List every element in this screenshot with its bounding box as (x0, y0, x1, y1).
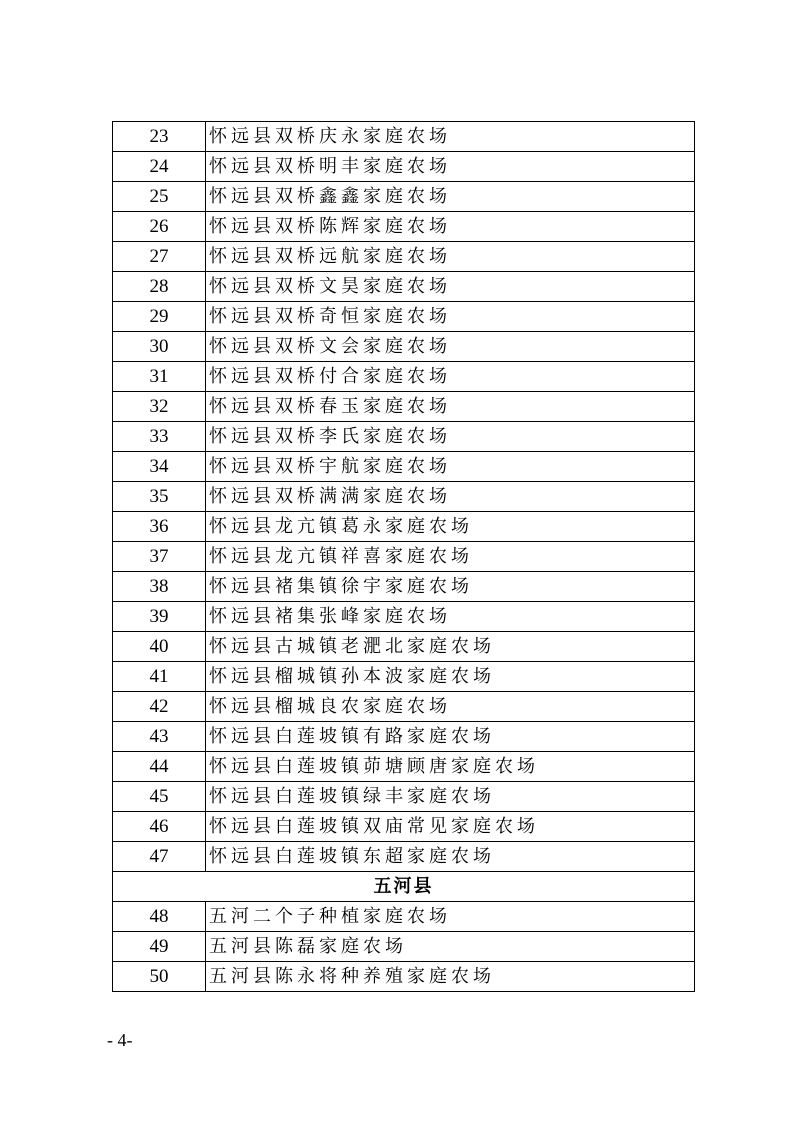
section-header-wuhe: 五河县 (113, 872, 695, 902)
farm-name: 怀远县榴城良农家庭农场 (206, 692, 695, 722)
table-row (113, 692, 695, 722)
farm-name: 怀远县双桥远航家庭农场 (206, 242, 695, 272)
table-row (113, 542, 695, 572)
farm-name: 怀远县白莲坡镇东超家庭农场 (206, 842, 695, 872)
farm-name: 怀远县褚集镇徐宇家庭农场 (206, 572, 695, 602)
table-row (113, 182, 695, 212)
row-number: 33 (113, 422, 206, 452)
row-number: 45 (113, 782, 206, 812)
table-row (113, 662, 695, 692)
farm-name: 怀远县白莲坡镇茆塘顾唐家庭农场 (206, 752, 695, 782)
farm-name: 怀远县褚集张峰家庭农场 (206, 602, 695, 632)
row-number: 44 (113, 752, 206, 782)
farm-name: 怀远县双桥庆永家庭农场 (206, 122, 695, 152)
row-number: 39 (113, 602, 206, 632)
table-row (113, 272, 695, 302)
farm-name: 怀远县龙亢镇祥喜家庭农场 (206, 542, 695, 572)
farm-name: 怀远县双桥鑫鑫家庭农场 (206, 182, 695, 212)
farm-name: 怀远县龙亢镇葛永家庭农场 (206, 512, 695, 542)
farm-name: 怀远县双桥文会家庭农场 (206, 332, 695, 362)
table-row (113, 422, 695, 452)
table-row (113, 782, 695, 812)
row-number: 46 (113, 812, 206, 842)
farm-name: 怀远县白莲坡镇双庙常见家庭农场 (206, 812, 695, 842)
table-row (113, 362, 695, 392)
row-number: 27 (113, 242, 206, 272)
row-number: 30 (113, 332, 206, 362)
table-row (113, 152, 695, 182)
farm-list-group-huaiyuan (113, 122, 695, 872)
table-row (113, 452, 695, 482)
row-number: 36 (113, 512, 206, 542)
table-row (113, 842, 695, 872)
farm-name: 怀远县双桥宇航家庭农场 (206, 452, 695, 482)
row-number: 23 (113, 122, 206, 152)
row-number: 25 (113, 182, 206, 212)
table-row (113, 722, 695, 752)
table-row (113, 482, 695, 512)
table-row (113, 602, 695, 632)
table-row (113, 302, 695, 332)
row-number: 42 (113, 692, 206, 722)
farm-name: 怀远县双桥李氏家庭农场 (206, 422, 695, 452)
table-row (113, 512, 695, 542)
farm-name: 怀远县双桥陈辉家庭农场 (206, 212, 695, 242)
table-row (113, 392, 695, 422)
row-number: 35 (113, 482, 206, 512)
row-number: 26 (113, 212, 206, 242)
row-number: 28 (113, 272, 206, 302)
row-number: 37 (113, 542, 206, 572)
row-number: 32 (113, 392, 206, 422)
table-row (113, 932, 695, 962)
row-number: 43 (113, 722, 206, 752)
row-number: 38 (113, 572, 206, 602)
section-row-group (113, 872, 695, 902)
farm-name: 怀远县双桥春玉家庭农场 (206, 392, 695, 422)
farm-name: 怀远县古城镇老淝北家庭农场 (206, 632, 695, 662)
farm-name: 五河二个子种植家庭农场 (206, 902, 695, 932)
table-row (113, 572, 695, 602)
farm-name: 怀远县双桥满满家庭农场 (206, 482, 695, 512)
row-number: 31 (113, 362, 206, 392)
farm-list-group-wuhe (113, 902, 695, 992)
row-number: 40 (113, 632, 206, 662)
farm-name: 怀远县白莲坡镇绿丰家庭农场 (206, 782, 695, 812)
table-row (113, 752, 695, 782)
row-number: 48 (113, 902, 206, 932)
farm-name: 怀远县榴城镇孙本波家庭农场 (206, 662, 695, 692)
row-number: 47 (113, 842, 206, 872)
row-number: 24 (113, 152, 206, 182)
table-row (113, 332, 695, 362)
row-number: 41 (113, 662, 206, 692)
table-row (113, 962, 695, 992)
table-row (113, 812, 695, 842)
farm-name: 五河县陈永将种养殖家庭农场 (206, 962, 695, 992)
farm-name: 五河县陈磊家庭农场 (206, 932, 695, 962)
farm-name: 怀远县双桥奇恒家庭农场 (206, 302, 695, 332)
farm-name: 怀远县白莲坡镇有路家庭农场 (206, 722, 695, 752)
table-row (113, 632, 695, 662)
table-row (113, 902, 695, 932)
table-row (113, 212, 695, 242)
row-number: 49 (113, 932, 206, 962)
farm-list-table (112, 121, 695, 992)
table-row (113, 242, 695, 272)
farm-name: 怀远县双桥明丰家庭农场 (206, 152, 695, 182)
row-number: 29 (113, 302, 206, 332)
farm-name: 怀远县双桥付合家庭农场 (206, 362, 695, 392)
table-row (113, 122, 695, 152)
row-number: 34 (113, 452, 206, 482)
farm-name: 怀远县双桥文昊家庭农场 (206, 272, 695, 302)
page-number: - 4- (107, 1030, 133, 1050)
section-header-row (113, 872, 695, 902)
row-number: 50 (113, 962, 206, 992)
